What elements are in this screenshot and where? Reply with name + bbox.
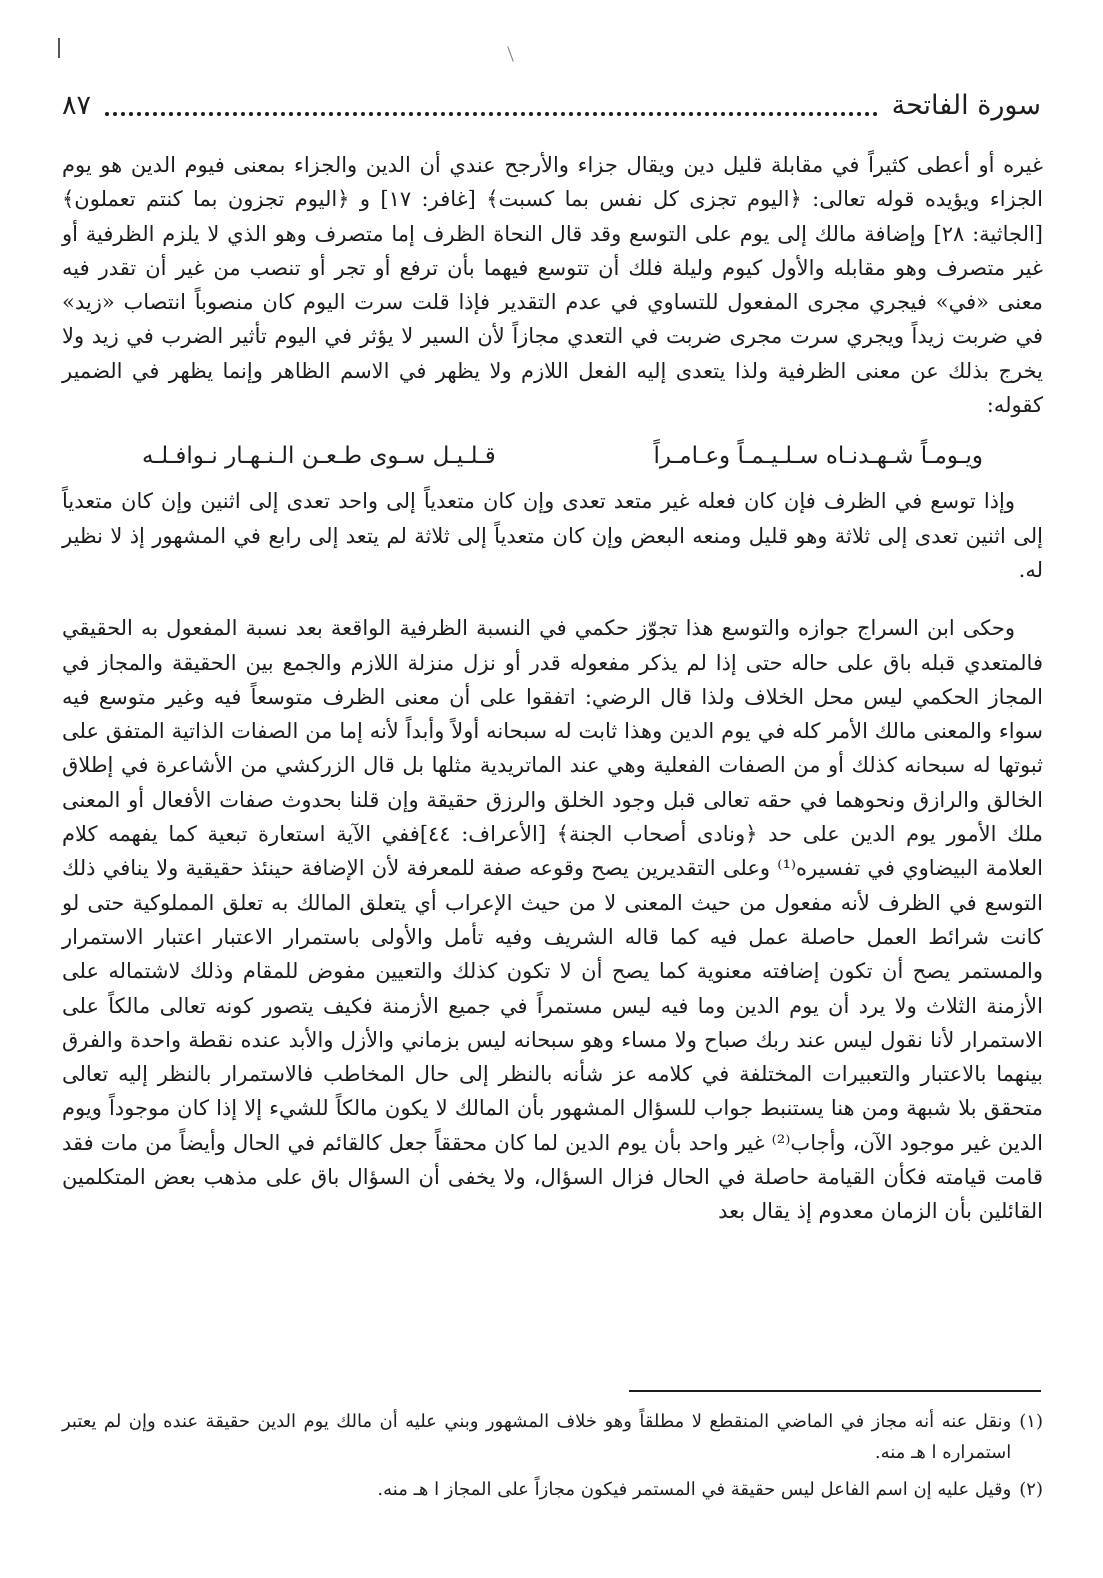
running-header [62,82,1041,126]
poetry-verse [142,438,983,474]
scan-mark [507,46,513,61]
verse-first-hemistich: ويـومـاً شـهـدنـاه سـلـيـمـاً وعـامـراً [653,443,983,470]
page-number: ٨٧ [62,90,92,121]
scan-mark [58,38,60,58]
footnotes [62,1406,1043,1511]
paragraph: وإذا توسع في الظرف فإن كان فعله غير متعد تعدى وإن كان متعدياً إلى واحد تعدى إلى اثنين وإن كان متعدياً إلى اثنين تعدى إلى ثلاثة وهو قليل ومنعه البعض وإن كان متعدياً إلى ثلاثة لم يتعد إلى رابع في المشهور إذ لا نظير له. [62,489,1043,582]
footnote [62,1474,1043,1505]
paragraph: غيره أو أعطى كثيراً في مقابلة قليل دين ويقال جزاء والأرجح عندي أن الدين والجزاء بمعنى فيوم الدين هو يوم الجزاء ويؤيده قوله تعالى: ﴿اليوم تجزى كل نفس بما كسبت﴾ [غافر: ١٧] و ﴿اليوم تجزون بما كنتم تعملون﴾ [الجاثية: ٢٨] وإضافة مالك إلى يوم على التوسع وقد قال النحاة الظرف إما متصرف وهو الذي لا يلزم الظرفية أو غير متصرف وهو مقابله والأول كيوم وليلة فلك أن تتوسع فيهما بأن ترفع أو تجر أو تنصب من غير أن تقدر فيه معنى «في» فيجري مجرى المفعول للتساوي في عدم التقدير فإذا قلت سرت اليوم كان منصوباً انتصاب «زيد» في ضربت زيداً ويجري سرت مجرى ضربت في التعدي مجازاً لأن السير لا يؤثر في اليوم تأثير الضرب في زيد ولا يخرج بذلك عن معنى الظرفية ولذا يتعدى إليه الفعل اللازم ولا يظهر في الاسم الظاهر وإنما يظهر في الضمير كقوله: [62,153,1043,418]
footnote-text: وقيل عليه إن اسم الفاعل ليس حقيقة في المستمر فيكون مجازاً على المجاز ا هـ منه. [377,1479,1012,1500]
verse-second-hemistich: قـلـيـل سـوى طـعـن الـنـهـار نـوافـلـه [142,443,496,470]
paragraph: وحكى ابن السراج جوازه والتوسع هذا تجوّز حكمي في النسبة الظرفية الواقعة بعد نسبة المفعول به الحقيقي فالمتعدي قبله باق على حاله حتى إذا لم يذكر مفعوله قدر أو نزل منزلة اللازم والجمع بين الحقيقة والمجاز في المجاز الحكمي ليس محل الخلاف ولذا قال الرضي: اتفقوا على أن معنى الظرف متوسعاً فيه وغير متوسع فيه سواء والمعنى مالك الأمر كله في يوم الدين وهذا ثابت له سبحانه أولاً وأبداً لأنه إما من الصفات الذاتية المتفق على ثبوتها له سبحانه كذلك أو من الصفات الفعلية وهي عند الماتريدية مثلها بل قال الزركشي من الأشاعرة في إطلاق الخالق والرازق ونحوهما في حقه تعالى قبل وجود الخلق والرزق حقيقة وإن قلنا بحدوث صفات الأفعال أو المعنى ملك الأمور يوم الدين على حد ﴿ونادى أصحاب الجنة﴾ [الأعراف: ٤٤]ففي الآية استعارة تبعية كما يفهمه كلام العلامة البيضاوي في تفسيره⁽¹⁾ وعلى التقديرين يصح وقوعه صفة للمعرفة لأن الإضافة حينئذ حقيقية ولا ينافي ذلك التوسع في الظرف لأنه مفعول من حيث المعنى لا من حيث الإعراب أي يتعلق المالك به تعلق المملوكية حتى لو كانت شرائط العمل حاصلة عمل فيه كما قاله الشريف وفيه تأمل والأولى باستمرار الاعتبار اعتبار الاستمرار والمستمر يصح أن تكون إضافته معنوية كما يصح أن لا تكون كذلك والتعيين مفوض للمقام وذلك لاشتماله على الأزمنة الثلاث ولا يرد أن يوم الدين وما فيه ليس مستمراً في جميع الأزمنة فكيف يتصور كونه تعالى مالكاً على الاستمرار لأنا نقول ليس عند ربك صباح ولا مساء وهو سبحانه ليس بزماني والأزل والأبد عنده نقطة واحدة والفرق بينهما بالاعتبار والتعبيرات المختلفة في كلامه عز شأنه بالنظر إلى حال المخاطب فالاستمرار بالنظر إليه تعالى متحقق بلا شبهة ومن هنا يستنبط جواب للسؤال المشهور بأن المالك لا يكون مالكاً للشيء إلا إذا كان موجوداً ويوم الدين غير موجود الآن، وأجاب⁽²⁾ غير واحد بأن يوم الدين لما كان محققاً جعل كالقائم في الحال وأيضاً من مات فقد قامت قيامته فكأن القيامة حاصلة في الحال فزال السؤال، ولا يخفى أن السؤال باق على مذهب بعض المتكلمين القائلين بأن الزمان معدوم إذ يقال بعد [62,616,1044,1224]
footnote-separator [629,1390,1041,1392]
footnote-marker: (١) [1019,1411,1043,1432]
footnote-text: ونقل عنه أنه مجاز في الماضي المنقطع لا مطلقاً وهو خلاف المشهور وبني عليه أن مالك يوم الدين حقيقة عنده وإن لم يعتبر استمراره ا هـ منه. [62,1411,1012,1463]
leader-dots [105,102,878,116]
body-text [62,148,1043,1229]
footnote-marker: (٢) [1019,1479,1043,1500]
footnote [62,1406,1043,1468]
chapter-title: سورة الفاتحة [891,90,1041,121]
paragraph-spacer [62,587,1043,611]
